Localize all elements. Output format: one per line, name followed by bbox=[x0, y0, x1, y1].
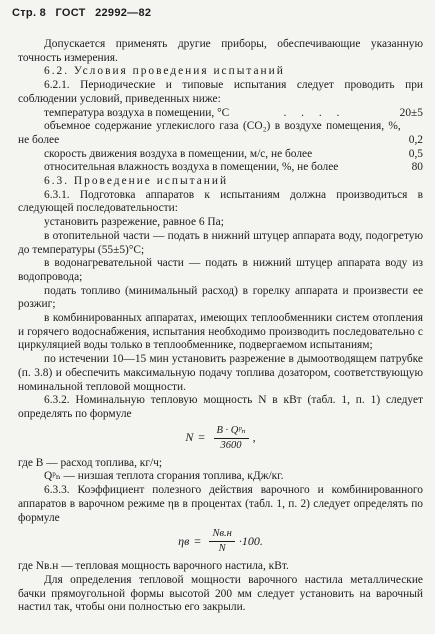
condition-label: относительная влажность воздуха в помещении, %, не более bbox=[44, 161, 339, 174]
paragraph-6-3-1: 6.3.1. Подготовка аппаратов к испытаниям должна производиться в следующей последовательности: bbox=[18, 188, 423, 215]
step-max-fuel: по истечении 10—15 мин установить разрежение в дымоотводящем патрубке (п. 3.8) и обеспечить максимальную подачу топлива дозатором, соответствующую номинальной тепловой мощности. bbox=[18, 353, 423, 393]
formula-numerator: B · Qᵖₙ bbox=[214, 425, 249, 439]
legend-cooking-surface-power: где Nв.н — тепловая мощность варочного настила, кВт. bbox=[18, 560, 289, 573]
document-body bbox=[18, 38, 423, 615]
formula-denominator: N bbox=[218, 543, 226, 555]
step-combined-appliances: в комбинированных аппаратах, имеющих теплообменники систем отопления и горячего водоснабжения, испытания необходимо производить последовательно с циркуляцией воды только в теплообменнике, подвергаемом испытаниям; bbox=[18, 312, 423, 352]
step-water-heating-part: в водонагревательной части — подать в нижний штуцер аппарата воду из водопровода; bbox=[18, 257, 423, 283]
step-heating-part: в отопительной части — подать в нижний штуцер аппарата воду, подогретую до температуры (55±5)°С; bbox=[18, 229, 423, 256]
formula-numerator: Nв.н bbox=[209, 528, 234, 542]
step-fuel-ignition: подать топливо (минимальный расход) в горелку аппарата и произвести ее розжиг; bbox=[18, 284, 423, 311]
condition-row bbox=[18, 161, 423, 175]
section-title-6-2: 6.2. Условия проведения испытаний bbox=[44, 65, 285, 78]
paragraph-6-2-1: 6.2.1. Периодические и типовые испытания следует проводить при соблюдении условий, приведенных ниже: bbox=[18, 79, 423, 105]
formula-equals: = bbox=[193, 533, 202, 548]
formula-equals: = bbox=[197, 430, 206, 445]
condition-row bbox=[18, 148, 423, 162]
condition-label: скорость движения воздуха в помещении, м/с, не более bbox=[44, 147, 313, 160]
section-title-6-3: 6.3. Проведение испытаний bbox=[44, 175, 229, 188]
standard-label: ГОСТ bbox=[55, 7, 86, 19]
condition-label: объемное содержание углекислого газа (CO₂) в воздухе помещения, %, не более bbox=[18, 120, 401, 146]
step-vacuum: установить разрежение, равное 6 Па; bbox=[44, 216, 224, 229]
paragraph-6-3-3: 6.3.3. Коэффициент полезного действия варочного и комбинированного аппаратов в варочном режиме ηв в процентах (табл. 1, п. 2) следует определять по формуле bbox=[18, 484, 423, 524]
page-number: Стр. 8 bbox=[12, 7, 47, 19]
condition-value: 20±5 bbox=[399, 106, 423, 119]
condition-value: 0,5 bbox=[408, 147, 423, 160]
condition-label: температура воздуха в помещении, °С bbox=[44, 106, 230, 119]
formula-lhs: N bbox=[185, 430, 194, 445]
paragraph-6-3-2: 6.3.2. Номинальную тепловую мощность N в кВт (табл. 1, п. 1) следует определять по формуле bbox=[18, 394, 423, 420]
formula-nominal-power bbox=[18, 425, 423, 452]
legend-heat-of-combustion: Qᵖₙ — низшая теплота сгорания топлива, кДж/кг. bbox=[44, 470, 284, 483]
condition-value: 0,2 bbox=[408, 133, 423, 146]
condition-row bbox=[18, 107, 423, 121]
page-header bbox=[12, 7, 157, 21]
formula-denominator: 3600 bbox=[220, 439, 242, 451]
leader-dots: . . . . bbox=[283, 106, 346, 119]
formula-tail: ·100. bbox=[238, 533, 263, 548]
paragraph-instruments: Допускается применять другие приборы, обеспечивающие указанную точность измерения. bbox=[18, 38, 423, 64]
legend-fuel-consumption: где B — расход топлива, кг/ч; bbox=[18, 456, 163, 469]
condition-value: 80 bbox=[411, 161, 423, 174]
condition-row bbox=[18, 120, 423, 147]
standard-number: 22992—82 bbox=[95, 7, 152, 19]
formula-efficiency bbox=[18, 528, 423, 555]
paragraph-cooking-surface-test: Для определения тепловой мощности варочного настила металлические бачки прямоугольной формы высотой 200 мм следует установить на варочный настил так, чтобы они полностью его закрыли. bbox=[18, 573, 423, 614]
formula-fraction bbox=[214, 425, 249, 452]
formula-tail: , bbox=[252, 430, 256, 445]
formula-lhs: ηв bbox=[178, 533, 190, 548]
formula-fraction bbox=[209, 528, 234, 555]
